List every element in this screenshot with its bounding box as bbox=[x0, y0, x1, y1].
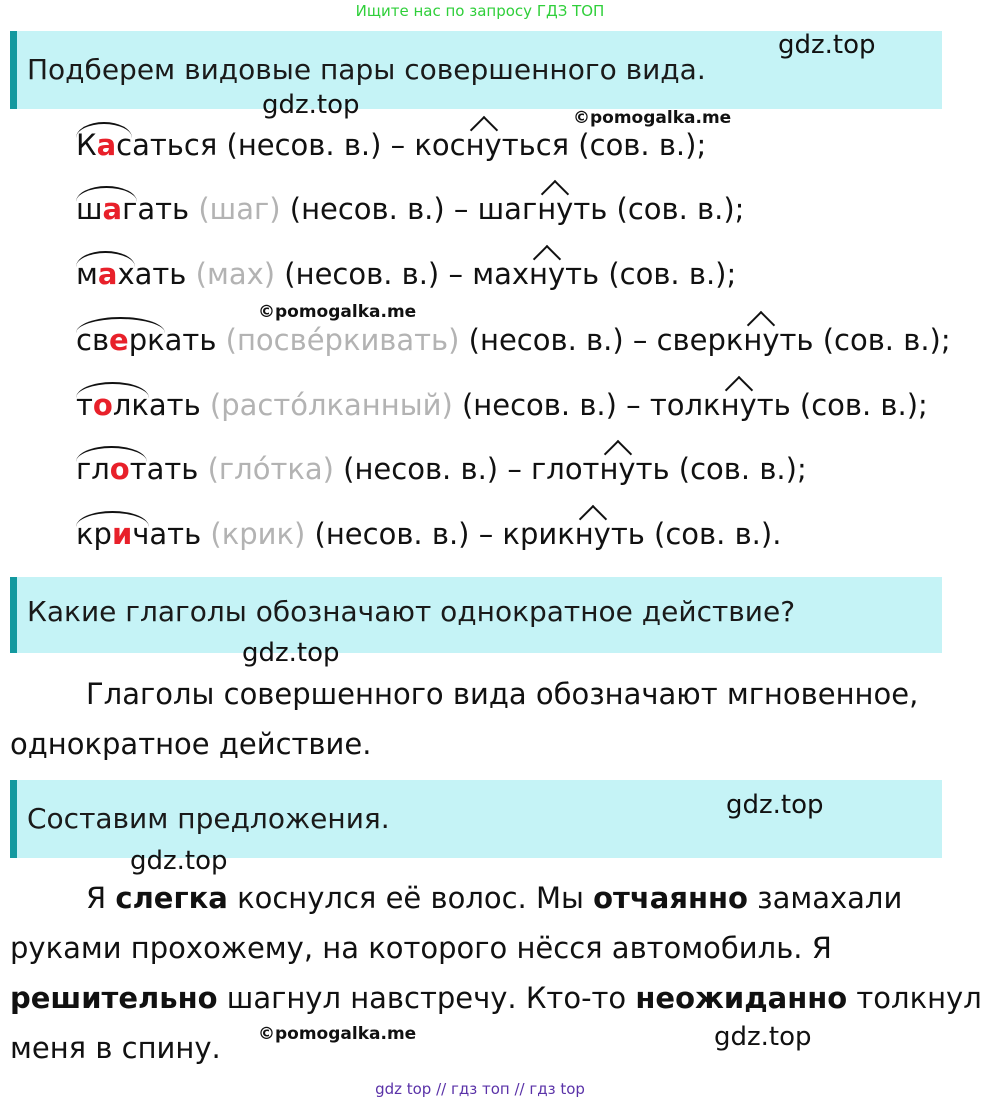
root-arc bbox=[76, 128, 132, 162]
root-text: т bbox=[76, 388, 93, 422]
root-arc bbox=[76, 517, 149, 551]
suffix-mark: ну bbox=[529, 257, 566, 291]
root-text: ш bbox=[76, 192, 103, 226]
aspect-text: ть (сов. в.); bbox=[779, 323, 951, 357]
stressed-vowel: а bbox=[102, 192, 123, 226]
root-text: м bbox=[76, 257, 98, 291]
aspect-text: ть (сов. в.); bbox=[565, 257, 737, 291]
watermark-gdz: gdz.top bbox=[778, 30, 876, 60]
aspect-text: ть (сов. в.); bbox=[756, 388, 928, 422]
sentences-line-4: меня в спину. bbox=[10, 1031, 221, 1065]
root-arc bbox=[76, 388, 149, 422]
aspect-text: (несов. в.) – толк bbox=[452, 388, 721, 422]
bold-word: слегка bbox=[115, 881, 228, 915]
root-text: ч bbox=[132, 517, 150, 551]
verb-pair-line bbox=[76, 257, 736, 291]
verb-pair-line bbox=[76, 517, 781, 551]
verb-ending: ать bbox=[134, 257, 187, 291]
sentences-line-2: руками прохожему, на которого нёсся автомобиль. Я bbox=[10, 931, 832, 965]
root-text: рк bbox=[128, 323, 165, 357]
bold-word: неожиданно bbox=[635, 981, 848, 1015]
watermark-gdz: gdz.top bbox=[130, 846, 228, 876]
bold-word: отчаянно bbox=[593, 881, 748, 915]
answer-line-1: Глаголы совершенного вида обозначают мгновенное, bbox=[86, 677, 919, 711]
root-text: кр bbox=[76, 517, 112, 551]
aspect-text: (несов. в.) – мах bbox=[275, 257, 529, 291]
bold-word: решительно bbox=[10, 981, 218, 1015]
verb-ending: ать bbox=[164, 323, 217, 357]
sentences-line-3 bbox=[10, 972, 982, 1024]
verb-ending: ать bbox=[146, 452, 199, 486]
aspect-text: (несов. в.) – кос bbox=[217, 128, 466, 162]
aspect-text: (несов. в.) – крик bbox=[305, 517, 575, 551]
root-text: гл bbox=[76, 452, 110, 486]
stressed-vowel: е bbox=[109, 323, 129, 357]
text: шагнул навстречу. Кто-то bbox=[217, 981, 636, 1015]
aspect-text: ть (сов. в.); bbox=[573, 192, 745, 226]
watermark-gdz: gdz.top bbox=[262, 90, 360, 120]
bottom-banner: gdz top // гдз топ // гдз top bbox=[375, 1080, 585, 1098]
text: коснулся её волос. Мы bbox=[227, 881, 594, 915]
verb-pair-line bbox=[76, 128, 706, 162]
section1-title: Подберем видовые пары совершенного вида. bbox=[27, 53, 706, 86]
root-arc bbox=[76, 257, 135, 291]
verb-pair-line bbox=[76, 388, 928, 422]
aspect-text: ть (сов. в.); bbox=[635, 452, 807, 486]
verb-pair-line bbox=[76, 323, 951, 357]
watermark-pomogalka: ©pomogalka.me bbox=[258, 1024, 417, 1044]
verb-ending: ать bbox=[148, 388, 201, 422]
check-word: (глóтка) bbox=[207, 452, 334, 486]
aspect-text: (несов. в.) – сверк bbox=[459, 323, 744, 357]
section3-title: Составим предложения. bbox=[27, 802, 390, 835]
section2-header bbox=[10, 577, 942, 653]
verb-pair-line bbox=[76, 452, 807, 486]
watermark-pomogalka: ©pomogalka.me bbox=[573, 108, 732, 128]
suffix-mark: ну bbox=[599, 452, 636, 486]
verb-ending: ать bbox=[149, 517, 202, 551]
aspect-text: ть (сов. в.). bbox=[610, 517, 782, 551]
root-text: х bbox=[117, 257, 135, 291]
top-banner: Ищите нас по запросу ГДЗ ТОП bbox=[355, 2, 605, 20]
watermark-gdz: gdz.top bbox=[714, 1022, 812, 1052]
watermark-gdz: gdz.top bbox=[726, 790, 824, 820]
watermark-gdz: gdz.top bbox=[242, 638, 340, 668]
check-word: (растóлканный) bbox=[209, 388, 453, 422]
aspect-text: (несов. в.) – шаг bbox=[280, 192, 538, 226]
stressed-vowel: а bbox=[97, 257, 118, 291]
aspect-text: (несов. в.) – глот bbox=[333, 452, 600, 486]
root-text: лк bbox=[112, 388, 149, 422]
sentences-line-1 bbox=[86, 872, 902, 924]
text: Я bbox=[86, 881, 116, 915]
text: замахали bbox=[747, 881, 903, 915]
section2-title: Какие глаголы обозначают однократное действие? bbox=[27, 595, 796, 628]
root-arc bbox=[76, 452, 147, 486]
verb-ending: аться bbox=[132, 128, 218, 162]
aspect-text: ться (сов. в.); bbox=[501, 128, 707, 162]
verb-pair-line bbox=[76, 192, 744, 226]
check-word: (посвéркивать) bbox=[225, 323, 460, 357]
root-text: г bbox=[122, 192, 138, 226]
stressed-vowel: и bbox=[111, 517, 133, 551]
verb-ending: ать bbox=[137, 192, 190, 226]
stressed-vowel: о bbox=[109, 452, 130, 486]
watermark-pomogalka: ©pomogalka.me bbox=[258, 302, 417, 322]
stressed-vowel: а bbox=[96, 128, 117, 162]
root-text: К bbox=[76, 128, 97, 162]
check-word: (шаг) bbox=[198, 192, 281, 226]
text: толкнул bbox=[847, 981, 982, 1015]
root-text: св bbox=[76, 323, 110, 357]
root-arc bbox=[76, 323, 165, 357]
suffix-mark: ну bbox=[743, 323, 780, 357]
stressed-vowel: о bbox=[92, 388, 113, 422]
root-arc bbox=[76, 192, 137, 226]
suffix-mark: ну bbox=[720, 388, 757, 422]
answer-line-2: однократное действие. bbox=[10, 727, 372, 761]
check-word: (мах) bbox=[195, 257, 276, 291]
root-text: с bbox=[116, 128, 133, 162]
suffix-mark: ну bbox=[537, 192, 574, 226]
check-word: (крик) bbox=[210, 517, 306, 551]
suffix-mark: ну bbox=[574, 517, 611, 551]
suffix-mark: ну bbox=[465, 128, 502, 162]
root-text: т bbox=[129, 452, 147, 486]
